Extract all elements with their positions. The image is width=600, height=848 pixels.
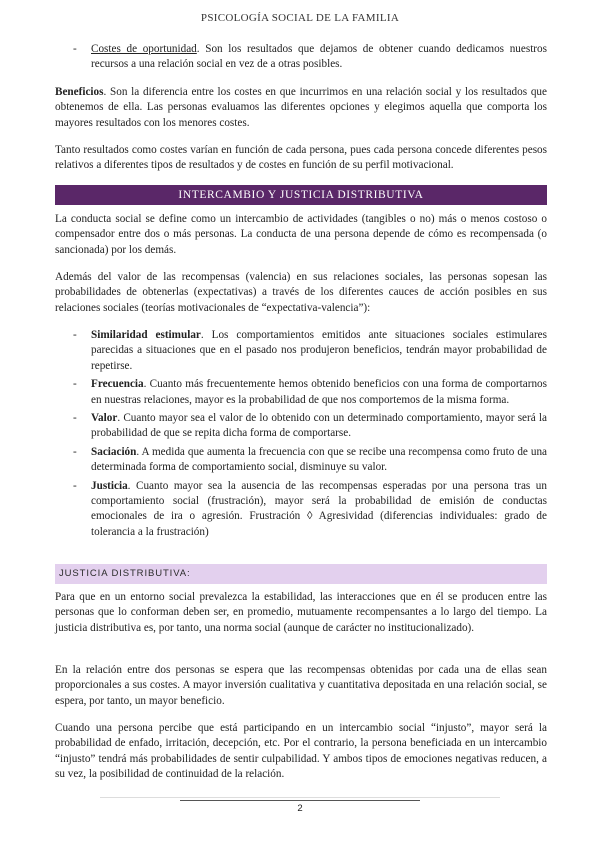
list-item: [55, 328, 547, 374]
list-item: [55, 42, 547, 73]
bullet-dash: -: [73, 329, 77, 341]
para-text: Para que en un entorno social prevalezca la estabilidad, las interacciones que en él se producen entre las personas que lo conforman deben ser, en promedio, mutuamente recompensantes a lo largo del tiempo. La justicia distributiva es, por tanto, una norma social (aunque de carácter no institucionalizado).: [55, 591, 547, 634]
bullet-term: Saciación: [91, 445, 137, 458]
list-item: [55, 377, 547, 408]
bullet-term: Similaridad estimular: [91, 329, 201, 341]
bullet-dash: -: [73, 43, 77, 55]
bullet-text: . Cuanto mayor sea la ausencia de las recompensas esperadas por una persona tras un comportamiento social (frustración), mayor será la probabilidad de emisión de conductas emocionales de ira o agresión. Frustración ◊ Agresividad (diferencias individuales: grado de tolerancia a la frustración): [91, 479, 547, 538]
bullet-dash: -: [73, 412, 77, 425]
list-item: [55, 479, 547, 541]
cuando-paragraph: [55, 721, 547, 783]
beneficios-text: . Son la diferencia entre los costes en que incurrimos en una relación social y los resultados que obtenemos de ella. Las personas evaluamos las diferentes opciones y elegimos aquella que comporta los mayores resultados con los menores costes.: [55, 86, 547, 129]
tanto-text: Tanto resultados como costes varían en función de cada persona, pues cada persona concede diferentes pesos relativos a diferentes tipos de resultados y de costes en función de su perfil motivacional.: [55, 144, 547, 172]
conducta-text: La conducta social se define como un intercambio de actividades (tangibles o no) más o menos costoso o compensador entre dos o más personas. La conducta de una persona depende de cómo es recompensada (o sancionada) por los demás.: [55, 213, 547, 256]
bullet-dash: -: [73, 445, 77, 458]
bullet-text: . Cuanto más frecuentemente hemos obtenido beneficios con una forma de comportarnos en nuestras relaciones, mayor es la probabilidad de que nos comportemos de la misma forma.: [91, 378, 547, 406]
list-item: [55, 411, 547, 442]
bullet-dash: -: [73, 479, 77, 492]
bullet-term: Frecuencia: [91, 378, 144, 391]
page-number: 2: [297, 803, 303, 814]
bullet-term: Costes de oportunidad: [91, 43, 197, 55]
cuando-text: Cuando una persona percibe que está participando en un intercambio social “injusto”, mayor será la probabilidad de enfado, irritación, decepción, etc. Por el contrario, la persona beneficiada en un intercambio “injusto” tendrá más probabilidades de sentir culpabilidad. Y ambos tipos de emociones negativas reducen, a su vez, la posibilidad de continuidad de la relación.: [55, 722, 547, 781]
footer-rule: [180, 800, 420, 801]
conducta-paragraph: [55, 212, 547, 258]
section-title: INTERCAMBIO Y JUSTICIA DISTRIBUTIVA: [55, 185, 547, 205]
subsection-title: JUSTICIA DISTRIBUTIVA:: [55, 564, 547, 584]
bullet-text: . A medida que aumenta la frecuencia con que se recibe una recompensa como fruto de una determinada forma de comportamiento social, disminuye su valor.: [91, 445, 547, 474]
relacion-paragraph: [55, 663, 547, 709]
bullet-dash: -: [73, 378, 77, 391]
bullet-text: . Son los resultados que dejamos de obtener cuando dedicamos nuestros recursos a una relación social en vez de a otras posibles.: [91, 43, 547, 71]
factors-list: [55, 328, 547, 540]
top-bullet: [55, 42, 547, 73]
relacion-text: En la relación entre dos personas se espera que las recompensas obtenidas por cada una de ellas sean proporcionales a sus costes. A mayor inversión cualitativa y cuantitativa depositada en una relación social, se espera, por tanto, un mayor beneficio.: [55, 664, 547, 707]
footer-rule-light: [100, 797, 500, 798]
bullet-term: Justicia: [91, 479, 128, 492]
bullet-text: . Cuanto mayor sea el valor de lo obtenido con un determinado comportamiento, mayor será la probabilidad de que se repita dicha forma de comportarse.: [91, 412, 547, 440]
para-paragraph: [55, 590, 547, 636]
ademas-text: Además del valor de las recompensas (valencia) en sus relaciones sociales, las personas sopesan las probabilidades de obtenerlas (expectativas) a través de los diferentes cauces de acción posibles en sus relaciones sociales (teorías motivacionales de “expectativa-valencia”):: [55, 271, 547, 314]
page-header: PSICOLOGÍA SOCIAL DE LA FAMILIA: [200, 12, 400, 24]
beneficios-term: Beneficios: [55, 86, 104, 98]
list-item: [55, 445, 547, 476]
beneficios-paragraph: [55, 85, 547, 131]
bullet-text: . Los comportamientos emitidos ante situaciones sociales estimulares parecidas a situaciones que en el pasado nos produjeron beneficios, tendrán mayor probabilidad de repetirse.: [91, 329, 548, 372]
ademas-paragraph: [55, 270, 547, 316]
bullet-term: Valor: [91, 412, 118, 425]
tanto-paragraph: [55, 143, 547, 174]
